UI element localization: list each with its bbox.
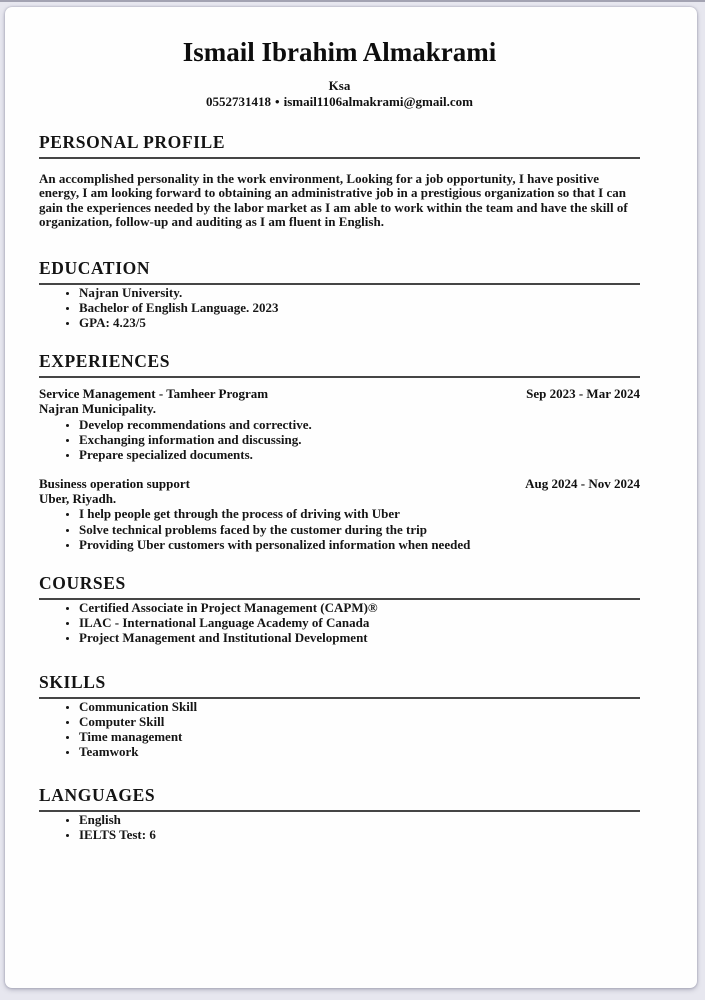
section-experiences <box>39 351 640 552</box>
window-top-edge <box>0 0 705 2</box>
list-item: • English <box>79 812 640 827</box>
list-item: • Najran University. <box>79 285 640 300</box>
email-address: ismail1106almakrami@gmail.com <box>283 93 473 109</box>
skills-heading: SKILLS <box>39 671 106 692</box>
languages-list <box>39 812 640 842</box>
list-item: • Project Management and Institutional Development <box>79 630 640 645</box>
section-rule <box>39 376 640 378</box>
candidate-location: Ksa <box>328 78 351 93</box>
resume-page <box>5 7 697 988</box>
section-courses <box>39 573 640 646</box>
education-heading: EDUCATION <box>39 257 151 278</box>
section-personal-profile <box>39 132 640 230</box>
list-item: • Computer Skill <box>79 714 640 729</box>
list-item: • IELTS Test: 6 <box>79 827 640 842</box>
section-languages <box>39 785 640 842</box>
section-education <box>39 258 640 331</box>
list-item: • Providing Uber customers with personalized information when needed <box>79 537 640 552</box>
list-item: • GPA: 4.23/5 <box>79 315 640 330</box>
list-item: • Prepare specialized documents. <box>79 447 640 462</box>
section-skills <box>39 672 640 760</box>
job-dates: Aug 2024 - Nov 2024 <box>525 476 640 492</box>
job-bullet-list <box>39 506 640 552</box>
education-list <box>39 285 640 331</box>
job-title-block <box>39 387 268 416</box>
job-title: Service Management - Tamheer Program <box>39 386 269 402</box>
job-entry-header <box>39 387 640 416</box>
contact-line <box>39 94 640 109</box>
skills-list <box>39 699 640 760</box>
list-item: • Certified Associate in Project Management (CAPM)® <box>79 600 640 615</box>
job-entry-header <box>39 477 640 506</box>
list-item: • Develop recommendations and corrective. <box>79 417 640 432</box>
list-item: • Solve technical problems faced by the customer during the trip <box>79 522 640 537</box>
job-title: Business operation support <box>39 476 190 492</box>
job-company: Najran Municipality. <box>39 401 157 417</box>
personal-profile-text: An accomplished personality in the work environment, Looking for a job opportunity, I have positive energy, I am looking forward to obtaining an administrative job in a prestigious organization so that I can gain the experiences needed by the labor market as I am able to work within the team and have the skill of organization, follow-up and auditing as I am fluent in English. <box>39 170 628 230</box>
list-item: • Exchanging information and discussing. <box>79 432 640 447</box>
courses-list <box>39 600 640 646</box>
courses-heading: COURSES <box>39 573 126 594</box>
list-item: • Time management <box>79 729 640 744</box>
personal-profile-heading: PERSONAL PROFILE <box>39 131 226 152</box>
list-item: • ILAC - International Language Academy of Canada <box>79 615 640 630</box>
candidate-name: Ismail Ibrahim Almakrami <box>182 37 497 67</box>
job-bullet-list <box>39 417 640 463</box>
list-item: • Communication Skill <box>79 699 640 714</box>
experiences-heading: EXPERIENCES <box>39 351 171 372</box>
job-title-block <box>39 477 190 506</box>
languages-heading: LANGUAGES <box>39 784 156 805</box>
phone-number: 0552731418 <box>206 93 272 109</box>
contact-separator: • <box>275 93 280 109</box>
job-company: Uber, Riyadh. <box>39 490 117 506</box>
list-item: • Teamwork <box>79 744 640 759</box>
section-rule <box>39 157 640 159</box>
list-item: • I help people get through the process of driving with Uber <box>79 506 640 521</box>
job-dates: Sep 2023 - Mar 2024 <box>526 386 640 402</box>
list-item: • Bachelor of English Language. 2023 <box>79 300 640 315</box>
